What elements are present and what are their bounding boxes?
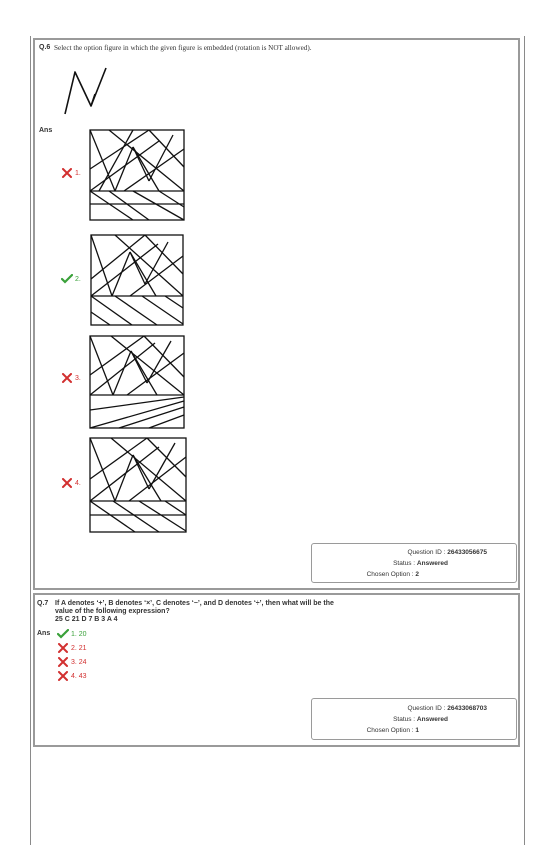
- chosen-option-label: Chosen Option :: [366, 727, 414, 734]
- option-label: 1.: [75, 169, 81, 177]
- option-label: 4.: [75, 479, 81, 487]
- cross-icon: [61, 478, 73, 488]
- option-figure-3: [89, 335, 185, 429]
- question-id-value: 26433056675: [447, 549, 487, 556]
- option-label: 2.: [75, 275, 81, 283]
- status-row: [393, 560, 448, 567]
- option-4: [61, 478, 81, 488]
- question-6-card: [33, 38, 520, 590]
- cross-icon: [57, 643, 69, 653]
- cross-icon: [57, 657, 69, 667]
- status-value: Answered: [416, 716, 448, 723]
- question-text-line: If A denotes ‘+’, B denotes ‘×’, C denotes ‘−’, and D denotes ‘÷’, then what will be the: [55, 600, 334, 607]
- option-1: [61, 168, 81, 178]
- option-4: [57, 671, 87, 681]
- given-figure: [62, 64, 110, 118]
- status-value: Answered: [416, 560, 448, 567]
- option-label: 3. 24: [71, 658, 87, 666]
- option-2: [57, 643, 87, 653]
- option-1: [57, 629, 87, 639]
- chosen-option-row: [367, 727, 419, 734]
- question-id-label: Question ID :: [407, 549, 446, 556]
- question-expression: 25 C 21 D 7 B 3 A 4: [55, 616, 118, 623]
- option-3: [61, 373, 81, 383]
- option-3: [57, 657, 87, 667]
- chosen-option-value: 1: [415, 727, 419, 734]
- status-box: [311, 543, 517, 583]
- status-label: Status :: [393, 716, 416, 723]
- option-figure-2: [90, 234, 184, 326]
- option-label: 1. 20: [71, 630, 87, 638]
- question-number: Q.6: [39, 44, 51, 51]
- answer-label: Ans: [37, 630, 51, 637]
- status-box: [311, 698, 517, 740]
- question-id-row: [407, 705, 487, 712]
- question-7-card: [33, 593, 520, 747]
- cross-icon: [57, 671, 69, 681]
- option-label: 3.: [75, 374, 81, 382]
- option-label: 2. 21: [71, 644, 87, 652]
- cross-icon: [61, 168, 73, 178]
- chosen-option-label: Chosen Option :: [366, 571, 414, 578]
- status-label: Status :: [393, 560, 416, 567]
- question-text-line: value of the following expression?: [55, 608, 170, 615]
- status-row: [393, 716, 448, 723]
- question-text: [55, 600, 334, 624]
- question-number: Q.7: [37, 600, 49, 607]
- option-figure-1: [89, 129, 185, 221]
- cross-icon: [61, 373, 73, 383]
- question-id-row: [407, 549, 487, 556]
- option-label: 4. 43: [71, 672, 87, 680]
- chosen-option-row: [367, 571, 419, 578]
- answer-label: Ans: [39, 127, 53, 134]
- chosen-option-value: 2: [415, 571, 419, 578]
- question-id-value: 26433068703: [447, 705, 487, 712]
- question-id-label: Question ID :: [407, 705, 446, 712]
- check-icon: [61, 274, 73, 284]
- question-text: Select the option figure in which the given figure is embedded (rotation is NOT allowed).: [54, 44, 312, 52]
- check-icon: [57, 629, 69, 639]
- option-2: [61, 274, 81, 284]
- option-figure-4: [89, 437, 187, 533]
